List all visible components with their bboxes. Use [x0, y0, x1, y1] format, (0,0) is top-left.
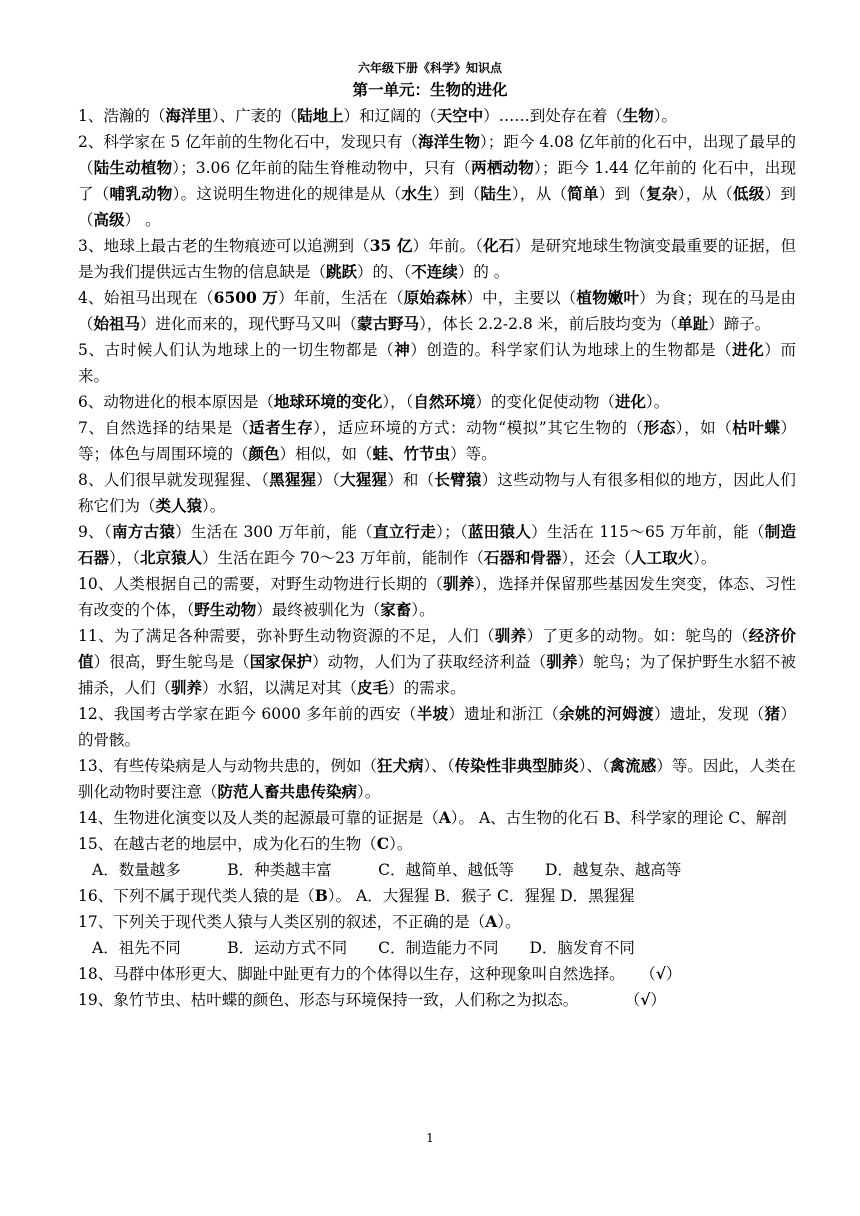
answer-text: 皮毛 [357, 678, 389, 697]
answer-text: 化石 [483, 236, 515, 255]
answer-text: √ [655, 964, 666, 983]
item-text: ）蹄子。 [708, 315, 771, 333]
item-text: ）年前，生活在（ [278, 289, 404, 307]
answer-text: 传染性非典型肺炎 [454, 756, 579, 775]
item-text: ），从（ [511, 185, 568, 203]
item-text: ）。 [202, 497, 226, 515]
item-text: 11、为了满足各种需要，弥补野生动物资源的不足，人们（ [78, 627, 495, 645]
answer-text: 陆生 [480, 184, 512, 203]
item-text: ）；距今 4.08 亿年前的化石中，出现了最早的（ [78, 133, 796, 177]
item-text: 15、在越古老的地层中，成为化石的生物（ [78, 835, 377, 853]
item-text: ）等；体色与周围环境的（ [78, 419, 796, 463]
answer-text: 蛙、竹节虫 [372, 444, 451, 463]
answer-text: 南方古猿 [111, 522, 176, 541]
unit-title: 第一单元：生物的进化 [352, 80, 508, 99]
answer-text: 海洋里 [165, 106, 212, 125]
item-text: 4、始祖马出现在（ [78, 289, 214, 307]
answer-text: 枯叶蝶 [732, 418, 781, 437]
answer-text: 人工取火 [631, 548, 694, 567]
item-text: ）；（ [436, 523, 468, 541]
answer-text: 类人猿 [155, 496, 203, 515]
answer-text: A [485, 912, 498, 931]
knowledge-item [78, 389, 796, 415]
answer-text: 低级 [733, 184, 765, 203]
item-text: ）的需求。 [388, 679, 466, 697]
item-text: ）鸵鸟；为了保护野生水貂不被捕杀，人们（ [78, 653, 796, 697]
item-text: ） [650, 991, 666, 1009]
answer-text: 半坡 [416, 704, 449, 723]
item-text: ）。 [389, 835, 413, 853]
knowledge-item [78, 831, 796, 857]
item-text: 1、浩瀚的（ [78, 107, 166, 125]
item-text: 12、我国考古学家在距今 6000 多年前的西安（ [78, 705, 417, 723]
answer-options: A．祖先不同 B．运动方式不同 C．制造能力不同 D．脑发育不同 [92, 939, 635, 957]
item-text: ），还会（ [561, 549, 632, 567]
answer-text: 高级 [93, 210, 125, 229]
item-text: ）；距今 1.44 亿年前的 化石中，出现了（ [78, 159, 796, 203]
answer-text: 形态 [643, 418, 676, 437]
item-text: ）的骨骸。 [78, 705, 796, 749]
answer-text: 地球环境的变化 [273, 392, 383, 411]
item-text: ）为食；现在的马是由（ [78, 289, 796, 333]
item-text: ）。 [497, 913, 521, 931]
item-text: 14、生物进化演变以及人类的起源最可靠的证据是（ [78, 809, 439, 827]
item-text: ）了更多的动物。如：鸵鸟的（ [526, 627, 749, 645]
item-text: ），选择并保留那些基因发生突变，体态、习性有改变的个体，（ [78, 575, 796, 619]
item-text: 9、（ [78, 523, 112, 541]
item-text: ）。 [693, 549, 717, 567]
item-text: ）最终被驯化为（ [256, 601, 381, 619]
item-text: ）。 [645, 393, 670, 411]
item-text: ）动物，人们为了获取经济利益（ [312, 653, 547, 671]
knowledge-item [78, 753, 796, 805]
answer-text: 神 [394, 340, 411, 359]
answer-text: 蒙古野马 [357, 314, 420, 333]
item-text: ）；3.06 亿年前的陆生脊椎动物中，只有（ [172, 159, 472, 177]
answer-text: 驯养 [443, 574, 475, 593]
item-text: 16、下列不属于现代类人猿的是（ [78, 887, 315, 905]
answer-text: 始祖马 [93, 314, 141, 333]
item-text: ）等。因此，人类在驯化动物时要注意（ [78, 757, 796, 801]
answer-text: 生物 [622, 106, 654, 125]
document-title: 六年级下册《科学》知识点 [357, 61, 502, 75]
item-text: ）。 [653, 107, 677, 125]
item-text: 5、古时候人们认为地球上的一切生物都是（ [78, 341, 395, 359]
item-text: ）这些动物与人有很多相似的地方，因此人们称它们为（ [78, 471, 796, 515]
item-text: 19、象竹节虫、枯叶蝶的颜色、形态与环境保持一致，人们称之为拟态。 （ [78, 991, 641, 1009]
item-text: ）遗址，发现（ [653, 705, 765, 723]
answer-text: 进化 [732, 340, 765, 359]
item-text: ）进化而来的，现代野马又叫（ [140, 315, 358, 333]
answer-text: 陆地上 [297, 106, 344, 125]
item-text: 10、人类根据自己的需要，对野生动物进行长期的（ [78, 575, 444, 593]
knowledge-item [78, 701, 796, 753]
item-text: ）、（ [578, 757, 610, 775]
answer-text: 制造石器 [78, 522, 796, 567]
answer-text: 海洋生物 [417, 132, 481, 151]
knowledge-item [78, 233, 796, 285]
answer-text: 两栖动物 [471, 158, 534, 177]
item-text: 13、有些传染病是人与动物共患的，例如（ [78, 757, 377, 775]
answer-text: 颜色 [248, 444, 280, 463]
knowledge-item [78, 805, 796, 831]
answer-text: 驯养 [171, 678, 203, 697]
answer-text: C [376, 834, 390, 853]
item-text: ）生活在距今 70～23 万年前，能制作（ [202, 549, 484, 567]
item-text: ） [665, 965, 682, 983]
answer-text: 禽流感 [609, 756, 657, 775]
item-text: 3、地球上最古老的生物痕迹可以追溯到（ [78, 237, 370, 255]
knowledge-item [78, 103, 796, 129]
answer-text: 进化 [614, 392, 646, 411]
answer-text: 单趾 [677, 314, 709, 333]
answer-text: 北京猿人 [140, 548, 203, 567]
knowledge-item [78, 337, 796, 389]
answer-text: 跳跃 [326, 262, 358, 281]
knowledge-item [78, 285, 796, 337]
knowledge-list [78, 103, 796, 1013]
item-text: ）和（ [387, 471, 435, 489]
item-text: 17、下列关于现代类人猿与人类区别的叙述，不正确的是（ [78, 913, 486, 931]
answer-text: 余姚的河姆渡 [559, 704, 654, 723]
item-text: ）等。 [450, 445, 497, 463]
knowledge-item [78, 961, 796, 987]
answer-text: √ [640, 990, 651, 1009]
knowledge-item [78, 415, 796, 467]
item-text: 18、马群中体形更大、脚趾中趾更有力的个体得以生存，这种现象叫自然选择。 （ [78, 965, 656, 983]
knowledge-item [78, 129, 796, 233]
answer-text: A [438, 808, 451, 827]
item-text: ）、广袤的（ [211, 107, 298, 125]
answer-text: 植物嫩叶 [576, 288, 640, 307]
item-text: ）的变化促使动物（ [475, 393, 615, 411]
answer-text: 狂犬病 [377, 756, 424, 775]
item-text: ）……到处存在着（ [483, 107, 623, 125]
answer-text: 适者生存 [249, 418, 314, 437]
item-text: ）和辽阔的（ [343, 107, 437, 125]
knowledge-item [78, 909, 796, 935]
item-text: ）。 [411, 601, 435, 619]
answer-text: 自然环境 [413, 392, 476, 411]
item-text: ）很高，野生鸵鸟是（ [93, 653, 250, 671]
item-text: ），（ [109, 549, 141, 567]
answer-text: 石器和骨器 [483, 548, 562, 567]
item-text: ）（ [316, 471, 340, 489]
item-text: ）到（ [78, 185, 796, 229]
answer-text: 哺乳动物 [109, 184, 173, 203]
item-text: ）中，主要以（ [466, 289, 577, 307]
answer-text: 经济价值 [78, 626, 796, 671]
knowledge-item [78, 467, 796, 519]
item-text: ）相似，如（ [279, 445, 373, 463]
item-text: ）到（ [433, 185, 481, 203]
item-text: ）水貂，以满足对其（ [202, 679, 358, 697]
answer-text: 不连续 [411, 262, 458, 281]
item-text: ）。 [357, 783, 381, 801]
item-text: ）。 A．大猩猩 B．猴子 C．猩猩 D．黑猩猩 [327, 887, 635, 905]
answer-options: A．数量越多 B．种类越丰富 C．越简单、越低等 D．越复杂、越高等 [92, 861, 682, 879]
answer-text: 大猩猩 [340, 470, 388, 489]
item-text: ）而来。 [78, 341, 796, 385]
answer-text: 直立行走 [372, 522, 437, 541]
knowledge-item [78, 883, 796, 909]
answer-text: 蓝田猿人 [467, 522, 532, 541]
item-text: ）年前。（ [412, 237, 484, 255]
item-text: 7、自然选择的结果是（ [78, 419, 250, 437]
item-text: ）到（ [598, 185, 647, 203]
answer-text: 黑猩猩 [269, 470, 317, 489]
answer-text: 原始森林 [403, 288, 467, 307]
item-text: ）是研究地球生物演变最重要的证据，但是为我们提供远古生物的信息缺是（ [78, 237, 796, 281]
item-text: ），（ [382, 393, 414, 411]
answer-text: 驯养 [546, 652, 578, 671]
item-text: ）生活在 300 万年前，能（ [175, 523, 373, 541]
answer-text: 35 亿 [369, 236, 413, 255]
item-text: ）的、（ [357, 263, 412, 281]
item-text: 2、科学家在 5 亿年前的生物化石中，发现只有（ [78, 133, 418, 151]
answer-text: 简单 [567, 184, 599, 203]
item-text: ）。这说明生物进化的规律是从（ [172, 185, 402, 203]
knowledge-item [78, 623, 796, 701]
knowledge-item [78, 987, 796, 1013]
item-text: ）、（ [423, 757, 455, 775]
item-text: ）。 A、古生物的化石 B、科学家的理论 C、解剖 [450, 809, 787, 827]
page-number: 1 [426, 1131, 434, 1145]
answer-text: 野生动物 [194, 600, 257, 619]
item-text: ） 。 [124, 211, 161, 229]
item-text: ）创造的。科学家们认为地球上的生物都是（ [410, 341, 733, 359]
item-text: ）的 。 [457, 263, 510, 281]
answer-text: 长臂猿 [434, 470, 482, 489]
item-text: ）生活在 115～65 万年前，能（ [531, 523, 765, 541]
answer-text: 6500 万 [213, 288, 279, 307]
answer-text: 驯养 [494, 626, 527, 645]
answer-text: B [314, 886, 328, 905]
knowledge-item [78, 519, 796, 571]
answer-text: 防范人畜共患传染病 [217, 782, 358, 801]
item-text: ），从（ [677, 185, 734, 203]
answer-text: 复杂 [646, 184, 678, 203]
item-text: ），适应环境的方式：动物“模拟”其它生物的（ [313, 419, 644, 437]
answer-text: 猪 [764, 704, 781, 723]
item-text: ），体长 2.2-2.8 米，前后肢均变为（ [419, 315, 678, 333]
answer-text: 水生 [401, 184, 434, 203]
knowledge-item [78, 571, 796, 623]
item-text: 8、人们很早就发现猩猩、（ [78, 471, 270, 489]
answer-text: 国家保护 [249, 652, 313, 671]
answer-text: 陆生动植物 [93, 158, 173, 177]
item-text: ）遗址和浙江（ [448, 705, 560, 723]
answer-text: 家畜 [380, 600, 412, 619]
item-text: 6、动物进化的根本原因是（ [78, 393, 274, 411]
answer-text: 天空中 [436, 106, 484, 125]
item-text: ），如（ [675, 419, 733, 437]
